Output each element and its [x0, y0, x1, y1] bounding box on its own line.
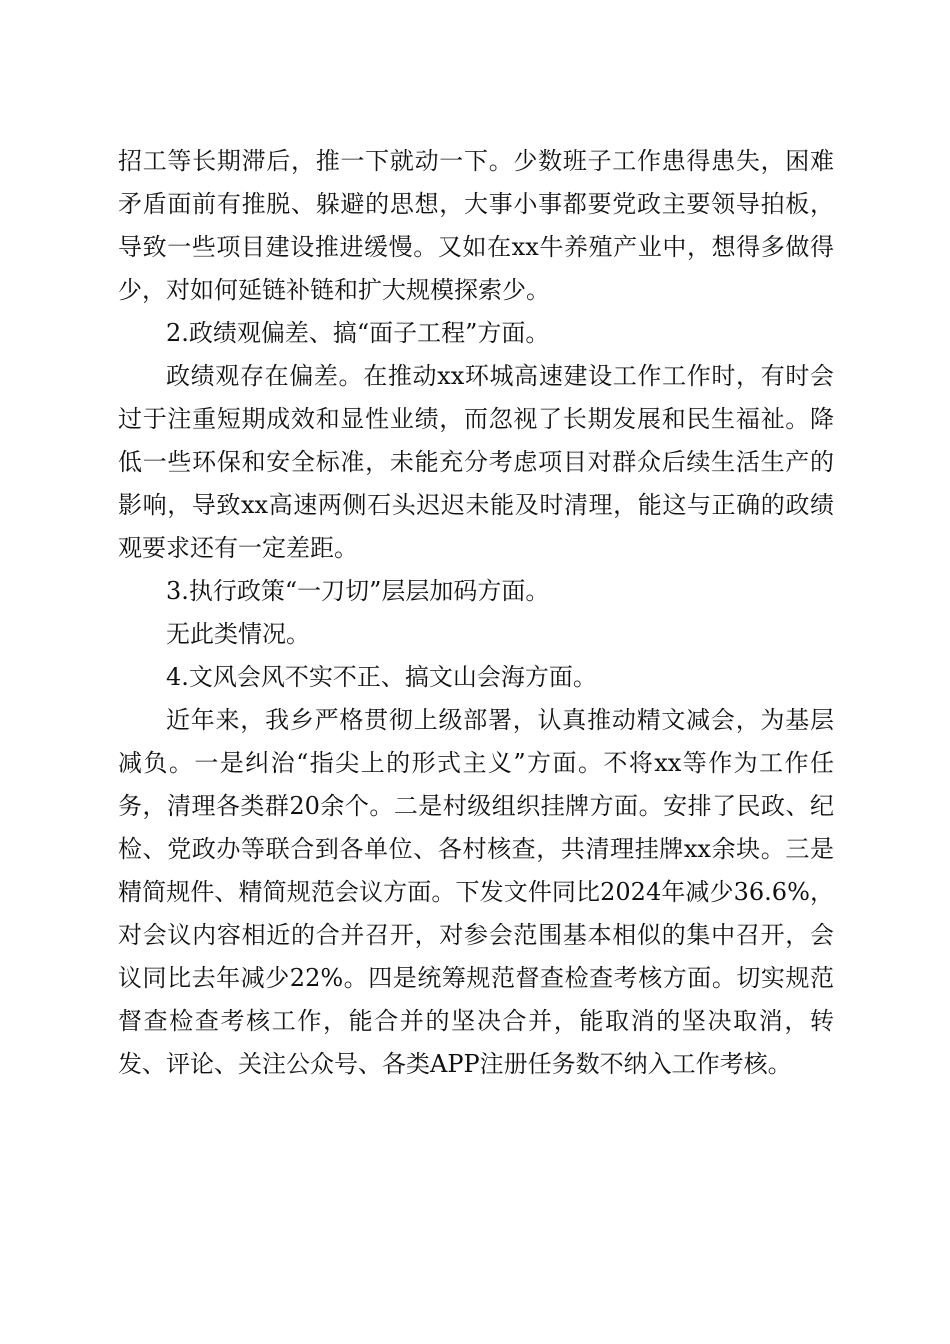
paragraph-section-2: 政绩观存在偏差。在推动xx环城高速建设工作工作时，有时会过于注重短期成效和显性业绩，而忽视了长期发展和民生福祉。降低一些环保和安全标准，未能充分考虑项目对群众后续生活生产的影响，导致xx高速两侧石头迟迟未能及时清理，能这与正确的政绩观要求还有一定差距。	[118, 362, 834, 562]
paragraph-continuation: 招工等长期滞后，推一下就动一下。少数班子工作患得患失，困难矛盾面前有推脱、躲避的思想，大事小事都要党政主要领导拍板，导致一些项目建设推进缓慢。又如在xx牛养殖产业中，想得多做得少，对如何延链补链和扩大规模探索少。	[118, 147, 834, 304]
section-heading-4: 4.文风会风不实不正、搞文山会海方面。	[166, 663, 597, 691]
section-heading-2: 2.政绩观偏差、搞“面子工程”方面。	[166, 319, 550, 347]
paragraph-section-4: 近年来，我乡严格贯彻上级部署，认真推动精文减会，为基层减负。一是纠治“指尖上的形式主义”方面。不将xx等作为工作任务，清理各类群20余个。二是村级组织挂牌方面。安排了民政、纪检、党政办等联合到各单位、各村核查，共清理挂牌xx余块。三是精简规件、精简规范会议方面。下发文件同比2024年减少36.6%，对会议内容相近的合并召开，对参会范围基本相似的集中召开，会议同比去年减少22%。四是统筹规范督查检查考核方面。切实规范督查检查考核工作，能合并的坚决合并，能取消的坚决取消，转发、评论、关注公众号、各类APP注册任务数不纳入工作考核。	[118, 706, 834, 1078]
paragraph-section-3: 无此类情况。	[166, 620, 310, 648]
section-heading-3: 3.执行政策“一刀切”层层加码方面。	[166, 577, 550, 605]
document-body	[118, 140, 834, 1086]
